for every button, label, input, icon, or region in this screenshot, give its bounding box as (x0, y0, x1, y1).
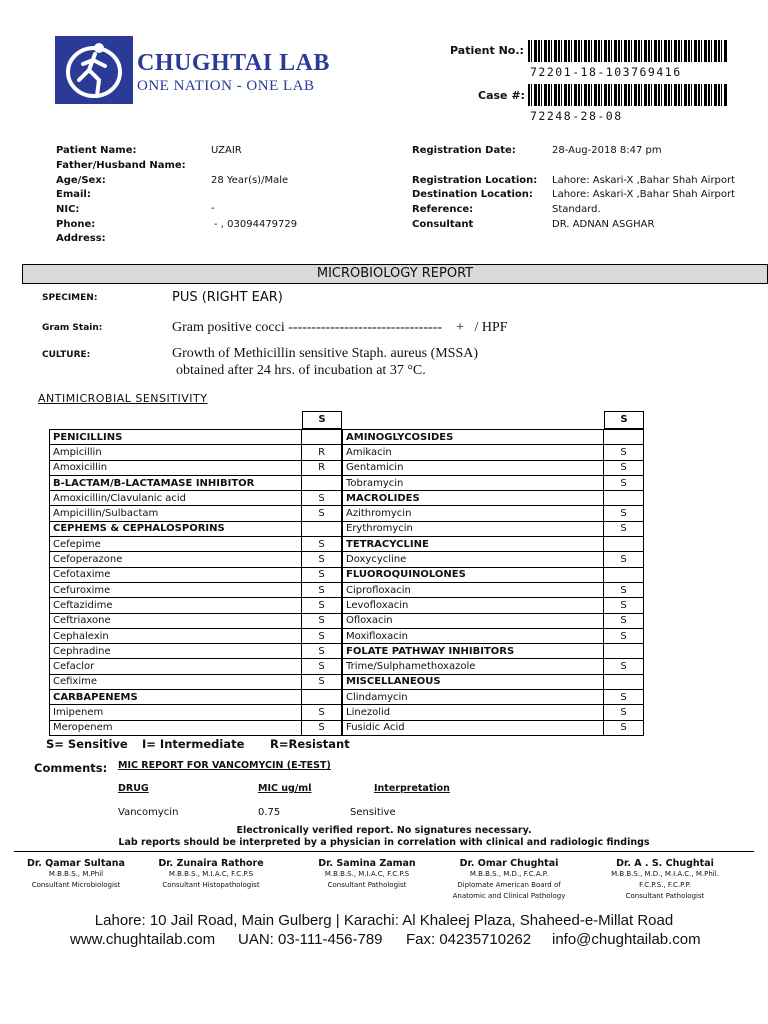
left-sensitivity-table (49, 429, 342, 736)
case-no: 72248-28-08 (530, 109, 623, 123)
drug-class-name: CARBAPENEMS (50, 690, 302, 705)
drug-name: Cefepime (50, 537, 302, 552)
reference-label: Reference: (412, 204, 474, 215)
drug-row (343, 613, 644, 628)
drug-class-name: FOLATE PATHWAY INHIBITORS (343, 644, 604, 659)
drug-row (50, 644, 342, 659)
lab-logo (55, 36, 367, 104)
report-title: MICROBIOLOGY REPORT (22, 264, 768, 284)
drug-class-name: MACROLIDES (343, 491, 604, 506)
drug-row (50, 567, 342, 582)
doctor-name: Dr. Omar Chughtai (459, 858, 559, 869)
drug-name: Amikacin (343, 445, 604, 460)
sensitivity-result: S (302, 613, 342, 628)
sensitivity-result: S (604, 720, 644, 735)
doctor-1 (1, 858, 151, 891)
drug-row (50, 598, 342, 613)
right-sensitivity-table (342, 429, 644, 736)
interpretation-value: Sensitive (350, 807, 396, 818)
drug-name: Fusidic Acid (343, 720, 604, 735)
patient-barcode (528, 40, 728, 62)
drug-class-name: CEPHEMS & CEPHALOSPORINS (50, 521, 302, 536)
drug-row (50, 506, 342, 521)
drug-name: Cefoperazone (50, 552, 302, 567)
sensitivity-result: R (302, 460, 342, 475)
doctor-name: Dr. Zunaira Rathore (158, 858, 264, 869)
phone-label: Phone: (56, 219, 96, 230)
sensitivity-title: ANTIMICROBIAL SENSITIVITY (38, 392, 208, 405)
legend-sensitive: S= Sensitive (46, 737, 128, 751)
sensitivity-result: S (302, 537, 342, 552)
drug-class-row (343, 537, 644, 552)
sensitivity-result: S (302, 598, 342, 613)
drug-name: Tobramycin (343, 475, 604, 490)
footer-fax: Fax: 04235710262 (406, 931, 532, 948)
drug-name: Amoxicillin/Clavulanic acid (50, 491, 302, 506)
sensitivity-result: S (604, 690, 644, 705)
drug-row (343, 460, 644, 475)
sensitivity-result (302, 690, 342, 705)
drug-name: Doxycycline (343, 552, 604, 567)
sensitivity-result: S (302, 659, 342, 674)
specimen-label: SPECIMEN: (42, 293, 98, 303)
drug-name: Trime/Sulphamethoxazole (343, 659, 604, 674)
drug-row (50, 460, 342, 475)
doctor-qualification: M.B.B.S., M.D., F.C.A.P. (469, 870, 549, 878)
drug-row (343, 582, 644, 597)
sensitivity-result: S (302, 720, 342, 735)
consultant-label: Consultant (412, 219, 474, 230)
sensitivity-result: S (302, 582, 342, 597)
drug-name: Meropenem (50, 720, 302, 735)
drug-name: Levofloxacin (343, 598, 604, 613)
patient-name: UZAIR (211, 145, 242, 156)
sensitivity-result: S (604, 460, 644, 475)
reference: Standard. (552, 204, 601, 215)
drug-name: Ampicillin/Sulbactam (50, 506, 302, 521)
dest-location: Lahore: Askari-X ,Bahar Shah Airport (552, 189, 736, 200)
age-sex-label: Age/Sex: (56, 175, 106, 186)
sensitivity-result: S (604, 705, 644, 720)
drug-row (343, 720, 644, 735)
sensitivity-result (604, 674, 644, 689)
drug-class-row (343, 430, 644, 445)
legend-resistant: R=Resistant (270, 737, 350, 751)
legend-intermediate: I= Intermediate (142, 737, 245, 751)
doctor-3 (292, 858, 442, 891)
left-s-header: S (302, 411, 342, 429)
sensitivity-result: S (302, 552, 342, 567)
sensitivity-result (604, 491, 644, 506)
drug-row (343, 628, 644, 643)
doctor-qualification: M.B.B.S., M.I.A.C, F.C.P.S (168, 870, 254, 878)
drug-class-row (50, 475, 342, 490)
sensitivity-result: S (604, 628, 644, 643)
drug-row (50, 491, 342, 506)
consultant: DR. ADNAN ASGHAR (552, 219, 655, 230)
drug-name: Azithromycin (343, 506, 604, 521)
doctor-qualification: M.B.B.S., M.I.A.C, F.C.P.S (324, 870, 410, 878)
doctor-title: Consultant Microbiologist (31, 881, 121, 889)
doctor-title: Consultant Pathologist (327, 881, 407, 889)
reg-location: Lahore: Askari-X ,Bahar Shah Airport (552, 175, 736, 186)
doctor-name: Dr. Qamar Sultana (27, 858, 125, 869)
sensitivity-result: S (604, 552, 644, 567)
drug-row (50, 613, 342, 628)
sensitivity-result: S (302, 491, 342, 506)
case-label: Case #: (478, 89, 525, 102)
sensitivity-result: S (302, 705, 342, 720)
phone: - , 03094479729 (214, 219, 298, 230)
drug-class-row (50, 430, 342, 445)
sensitivity-result: S (604, 475, 644, 490)
case-barcode (528, 84, 728, 106)
sensitivity-result (302, 430, 342, 445)
verified-note: Electronically verified report. No signatures necessary. (236, 825, 532, 836)
drug-name: Ceftriaxone (50, 613, 302, 628)
drug-name: Cefaclor (50, 659, 302, 674)
sensitivity-result: R (302, 445, 342, 460)
sensitivity-result: S (604, 582, 644, 597)
drug-class-name: B-LACTAM/B-LACTAMASE INHIBITOR (50, 475, 302, 490)
drug-name: Cefuroxime (50, 582, 302, 597)
gram-stain-label: Gram Stain: (42, 323, 103, 333)
sensitivity-result: S (604, 521, 644, 536)
interpretation-note: Lab reports should be interpreted by a physician in correlation with clinical and radiologic findings (118, 837, 650, 848)
doctor-5 (590, 858, 740, 902)
drug-class-name: FLUOROQUINOLONES (343, 567, 604, 582)
doctor-title: F.C.P.S., F.C.P.P. (639, 881, 691, 889)
drug-class-row (343, 491, 644, 506)
sensitivity-result: S (302, 506, 342, 521)
sensitivity-result (604, 537, 644, 552)
drug-name: Cephalexin (50, 628, 302, 643)
email-label: Email: (56, 189, 91, 200)
drug-name: Cephradine (50, 644, 302, 659)
drug-class-row (343, 644, 644, 659)
drug-row (343, 521, 644, 536)
drug-name: Erythromycin (343, 521, 604, 536)
drug-row (343, 598, 644, 613)
drug-name: Clindamycin (343, 690, 604, 705)
drug-row (343, 705, 644, 720)
culture-line-1: Growth of Methicillin sensitive Staph. aureus (MSSA) (172, 346, 479, 361)
drug-name: Cefotaxime (50, 567, 302, 582)
drug-class-name: PENICILLINS (50, 430, 302, 445)
drug-class-name: AMINOGLYCOSIDES (343, 430, 604, 445)
doctor-2 (136, 858, 286, 891)
sensitivity-result (302, 521, 342, 536)
logo-tagline: ONE NATION - ONE LAB (137, 78, 315, 94)
drug-class-row (343, 567, 644, 582)
drug-row (50, 674, 342, 689)
sensitivity-result: S (604, 445, 644, 460)
comments-label: Comments: (34, 761, 108, 775)
nic-label: NIC: (56, 204, 80, 215)
interpretation-header: Interpretation (374, 783, 450, 794)
drug-value: Vancomycin (118, 807, 179, 818)
drug-row (343, 506, 644, 521)
drug-row (343, 552, 644, 567)
footer-uan: UAN: 03-111-456-789 (238, 931, 383, 948)
specimen: PUS (RIGHT EAR) (172, 290, 283, 305)
drug-row (50, 720, 342, 735)
age-sex: 28 Year(s)/Male (211, 175, 289, 186)
doctor-title-2: Consultant Pathologist (625, 892, 705, 900)
drug-header: DRUG (118, 783, 149, 794)
footer-website[interactable]: www.chughtailab.com (70, 931, 216, 948)
drug-class-row (50, 690, 342, 705)
doctor-title-2: Anatomic and Clinical Pathology (452, 892, 566, 900)
drug-row (50, 537, 342, 552)
reg-date: 28-Aug-2018 8:47 pm (552, 145, 662, 156)
runner-logo-icon (55, 36, 133, 104)
doctor-title: Diplomate American Board of (457, 881, 561, 889)
right-s-header: S (604, 411, 644, 429)
drug-name: Ampicillin (50, 445, 302, 460)
sensitivity-result (302, 475, 342, 490)
drug-name: Cefixime (50, 674, 302, 689)
drug-row (343, 690, 644, 705)
culture-line-2: obtained after 24 hrs. of incubation at 37 °C. (176, 363, 426, 378)
dest-location-label: Destination Location: (412, 189, 533, 200)
culture-label: CULTURE: (42, 350, 91, 360)
sensitivity-result: S (302, 567, 342, 582)
sensitivity-result (604, 644, 644, 659)
address-label: Address: (56, 233, 106, 244)
father-name-label: Father/Husband Name: (56, 160, 186, 171)
footer-address: Lahore: 10 Jail Road, Main Gulberg | Karachi: Al Khaleej Plaza, Shaheed-e-Millat Road (94, 912, 674, 929)
drug-name: Ofloxacin (343, 613, 604, 628)
mic-report-title: MIC REPORT FOR VANCOMYCIN (E-TEST) (118, 760, 331, 771)
sensitivity-result (604, 430, 644, 445)
drug-class-name: MISCELLANEOUS (343, 674, 604, 689)
nic: - (211, 203, 215, 214)
doctor-qualification: M.B.B.S., M.D., M.I.A.C., M.Phil. (611, 870, 719, 878)
drug-name: Linezolid (343, 705, 604, 720)
drug-class-row (50, 521, 342, 536)
sensitivity-result: S (604, 506, 644, 521)
mic-value: 0.75 (258, 807, 281, 818)
sensitivity-result: S (604, 613, 644, 628)
drug-row (50, 582, 342, 597)
sensitivity-result: S (302, 674, 342, 689)
footer-email[interactable]: info@chughtailab.com (552, 931, 701, 948)
drug-row (343, 659, 644, 674)
patient-no-label: Patient No.: (450, 44, 524, 57)
doctor-name: Dr. Samina Zaman (318, 858, 416, 869)
reg-date-label: Registration Date: (412, 145, 516, 156)
mic-header: MIC ug/ml (258, 783, 312, 794)
drug-name: Gentamicin (343, 460, 604, 475)
drug-row (343, 475, 644, 490)
drug-name: Amoxicillin (50, 460, 302, 475)
reg-location-label: Registration Location: (412, 175, 538, 186)
patient-no: 72201-18-103769416 (530, 65, 682, 79)
logo-title: CHUGHTAI LAB (137, 50, 330, 76)
drug-row (50, 628, 342, 643)
drug-class-name: TETRACYCLINE (343, 537, 604, 552)
gram-stain: Gram positive cocci --------------------------------- + / HPF (172, 320, 508, 335)
doctor-qualification: M.B.B.S., M.Phil (48, 870, 104, 878)
doctor-4 (434, 858, 584, 902)
drug-row (50, 659, 342, 674)
drug-row (50, 445, 342, 460)
drug-name: Ciprofloxacin (343, 582, 604, 597)
drug-row (343, 445, 644, 460)
patient-name-label: Patient Name: (56, 145, 137, 156)
sensitivity-result: S (302, 644, 342, 659)
doctors-divider (14, 851, 754, 852)
drug-name: Moxifloxacin (343, 628, 604, 643)
drug-row (50, 705, 342, 720)
drug-row (50, 552, 342, 567)
sensitivity-result (604, 567, 644, 582)
drug-name: Ceftazidime (50, 598, 302, 613)
doctor-title: Consultant Histopathologist (162, 881, 260, 889)
drug-class-row (343, 674, 644, 689)
drug-name: Imipenem (50, 705, 302, 720)
sensitivity-result: S (604, 659, 644, 674)
doctor-name: Dr. A . S. Chughtai (616, 858, 714, 869)
sensitivity-result: S (302, 628, 342, 643)
sensitivity-result: S (604, 598, 644, 613)
